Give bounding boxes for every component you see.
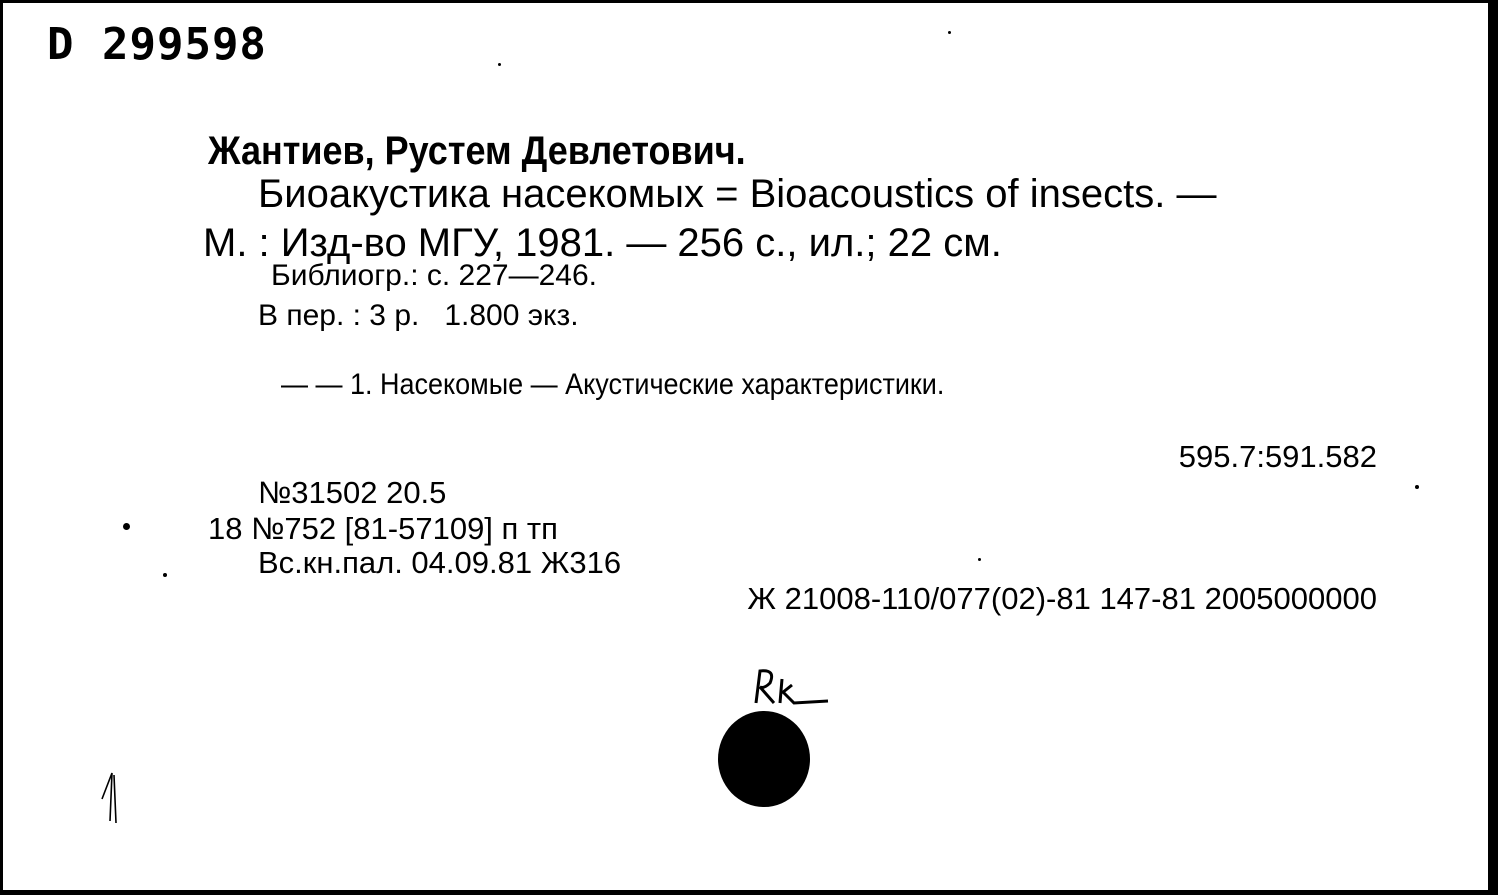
punch-hole bbox=[718, 711, 810, 807]
handwritten-initials bbox=[748, 663, 838, 713]
chamber-line: Вс.кн.пал. 04.09.81 Ж316 bbox=[258, 545, 622, 580]
handwritten-mark bbox=[98, 765, 128, 827]
code-line: Ж 21008-110/077(02)-81 147-81 2005000000 bbox=[747, 581, 1377, 616]
catalog-line: 18 №752 [81-57109] п тп bbox=[208, 511, 558, 546]
bibliography-note: Библиогр.: с. 227—246. bbox=[271, 259, 597, 292]
author-name: Жантиев, Рустем Девлетович. bbox=[208, 129, 746, 173]
imprint-line: М. : Изд-во МГУ, 1981. — 256 с., ил.; 22 см. bbox=[203, 221, 1002, 265]
udc-index: 595.7:591.582 bbox=[1178, 439, 1377, 474]
speck bbox=[948, 31, 951, 34]
speck bbox=[123, 523, 130, 530]
speck bbox=[1415, 485, 1419, 489]
title-line: Биоакустика насекомых = Bioacoustics of insects. — bbox=[258, 172, 1217, 216]
catalog-card bbox=[3, 3, 1488, 890]
speck bbox=[163, 573, 167, 577]
order-line: №31502 20.5 bbox=[258, 475, 447, 510]
price-run: В пер. : 3 р. 1.800 экз. bbox=[258, 299, 579, 332]
speck bbox=[978, 558, 981, 561]
speck bbox=[498, 63, 501, 66]
subject-heading: — — 1. Насекомые — Акустические характеристики. bbox=[281, 368, 945, 401]
stamp-id: D 299598 bbox=[47, 19, 267, 70]
